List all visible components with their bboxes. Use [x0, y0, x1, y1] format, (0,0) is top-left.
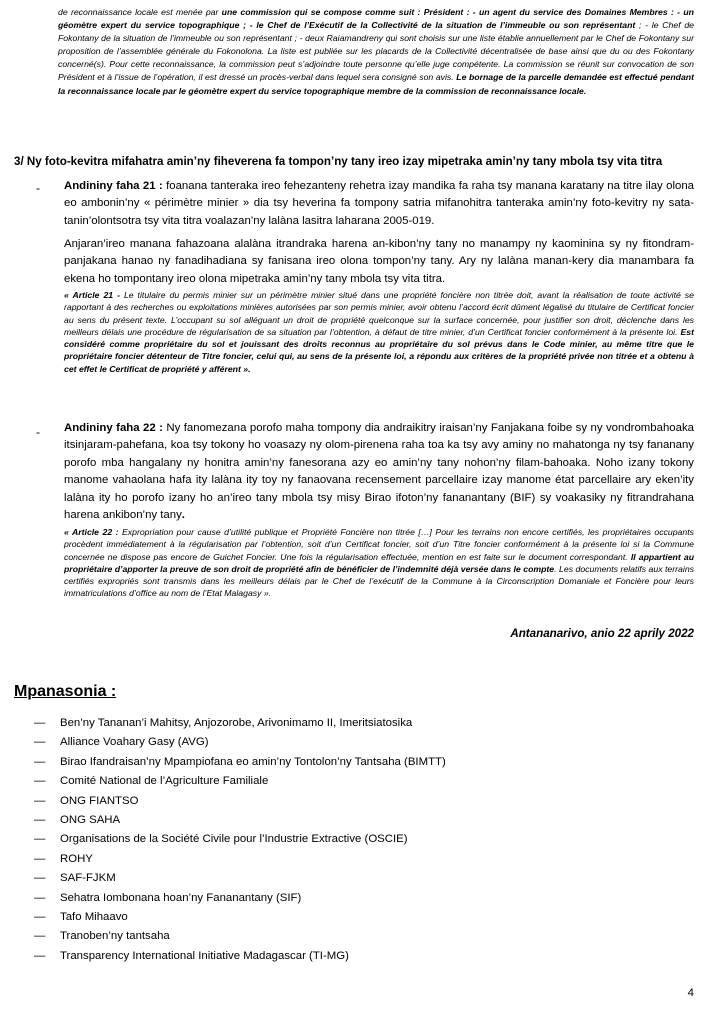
signer-name: Tafo Mihaavo: [60, 910, 128, 923]
signer-name: Tranoben’ny tantsaha: [60, 930, 170, 943]
signer-name: Alliance Voahary Gasy (AVG): [60, 736, 209, 749]
signer-name: Comité National de l’Agriculture Familiale: [60, 775, 269, 788]
article-22-quote-bold: Il appartient au propriétaire d’apporter la preuve de son droit de propriété afin de bénéficier de l’indemnité déjà versée dans le compte: [64, 551, 694, 574]
signer-name: SAF-FJKM: [60, 872, 116, 885]
quote-bold-text: une commission qui se compose comme suit : Président : - un agent du service des Domaines Membres : - un géomètre expert du service topographique ; - le Chef de l’Exécutif de la Collectivité de la situation de l’immeuble ou son représentant: [58, 7, 694, 31]
signers-list: [34, 714, 674, 966]
signer-name: ONG SAHA: [60, 813, 121, 826]
signer-name: Transparency International Initiative Madagascar (TI-MG): [60, 949, 349, 962]
article-22-text: Ny fanomezana porofo maha tompony dia andraikitry iraisan’ny Fanjakana foibe sy ny vondrombahoaka itsinjaram-pahefana, koa tsy tokony ho voasazy ny olom-pirenena raha toa ka tsy avy aminy no mahatonga ny tsy fananany porofo mba hangalany ny honitra amin’ny fanesorana azy eo amin’ny tany nohon’ny filam-bahoaka. Noho izany tokony manome vahaolana hafa ity lalàna ity toy ny fanaovana recensement parcellaire izay manome état parcellaire ary eken’ity lalàna ity ho porofo izany ho an’ireo tany mbola tsy misy Birao ifoton’ny fananantany (BIF) sy voakasiky ny fitrandrahana harena ankibon’ny tany: [64, 422, 694, 522]
list-item: [34, 869, 674, 888]
list-dash: —: [34, 930, 46, 943]
list-dash: —: [34, 891, 46, 904]
signer-name: ONG FIANTSO: [60, 794, 139, 807]
article-21-quote-bold: Est considéré comme propriétaire du sol et jouissant des droits reconnus au propriétaire du sol prévus dans le Code minier, au même titre que le propriétaire foncier détenteur de Titre foncier, celui qui, au sens de la présente loi, a répondu aux critères de la propriété privée non titrée et a obtenu à cet effet le Certificat de propriété y afférent ».: [64, 326, 694, 374]
article-22-title: Andininy faha 22 :: [64, 422, 163, 434]
article-21-quote-text: Le titulaire du permis minier sur un périmètre minier situé dans une propriété foncière non titrée doit, avant la réalisation de toute activité se rapportant à des recherches ou exploitations minières autorisées par son permis minier, avoir obtenu l’accord écrit dûment légalisé du titulaire de Certificat foncier au sens du présent texte. L’occupant su sol alléguant un droit de propriété quelconque sur la surface concernée, pour justifier son droit, déclenche dans les meilleurs délais une procédure de régularisation de sa situation par l’obtention, à défaut de titre minier, d’un Certificat foncier conformément à la présente loi.: [64, 290, 694, 337]
signer-name: Ben’ny Tananan’i Mahitsy, Anjozorobe, Arivonimamo II, Imeritsiatosika: [60, 717, 413, 729]
list-item: [34, 811, 674, 830]
list-item: [34, 889, 674, 908]
article-22-quote-text: Expropriation pour cause d’utilité publique et Propriété Foncière non titrée […] Pour les terrains non encore certifiés, les propriétaires occupants procèdent immédiatement à la régularisation par l’obtention, soit d’un Certificat foncier, soit d’un Titre foncier conformément à la présente loi si la Commune concernée ne dispose pas encore de Guichet Foncier. Une fois la régularisation effectuée, mention en est faite sur le document correspondant.: [64, 527, 694, 562]
list-dash: —: [34, 872, 46, 885]
quote-text: de reconnaissance locale est menée par: [58, 7, 222, 17]
place-and-date: Antananarivo, anio 22 aprily 2022: [510, 627, 694, 640]
page-number: 4: [687, 987, 694, 999]
list-dash: —: [34, 910, 46, 923]
quote-bold-text: locale par le géomètre expert du service topographique membre de la commission de reconnaissance locale.: [135, 85, 587, 96]
section-heading: 3/ Ny foto-kevitra mifahatra amin’ny fiheverena fa tompon’ny tany ireo izay mipetraka amin’ny tany mbola tsy vita titra: [14, 155, 663, 168]
list-dash: —: [34, 717, 46, 729]
list-dash: —: [34, 852, 46, 865]
list-dash: —: [34, 736, 46, 749]
list-item: [34, 850, 674, 869]
law-quote-continuation: [58, 6, 694, 98]
article-22-quote: [64, 526, 694, 600]
signer-name: Birao Ifandraisan’ny Mpampiofana eo amin’ny Tontolon’ny Tantsaha (BIMTT): [60, 755, 446, 768]
article-22-paragraph: [64, 420, 694, 524]
article-21-quote-label: « Article 21 -: [64, 290, 120, 300]
list-dash: —: [34, 755, 46, 768]
article-21-paragraph: [64, 178, 694, 230]
quote-text: ; - le Chef de Fokontany de la situation de l’immeuble ou son représentant ; - deux Raiamandreny qui sont choisis sur une liste établie annuellement par le Chef de Fokontany sur proposition de l’assemblée générale du Fokonolona. La liste est publiée sur les placards de la Collectivité décentralisée de base ainsi que du ou des Fokontany concerné(s). Pour cette reconnaissance, la commission peut s’adjoindre toute personne qu’elle juge compétente. La commission se réunit sur convocation de son Président et à l’issue de l’opération, il est dressé un procès-verbal dans lequel sera consigné son avis.: [58, 20, 694, 83]
list-item: [34, 753, 674, 772]
list-dash: —: [34, 775, 46, 788]
article-21-paragraph-2: Anjaran’ireo manana fahazoana alalàna itrandraka harena an-kibon’ny tany no manampy ny kaominina sy ny fitondram-panjakana hanao ny fanadihadiana sy fanisana ireo olona tompon’ny tany. Ary ny lalàna manan-kery dia manambara fa ekena ho tompontany ireo olona mipetraka amin’ny tany mbola tsy vita titra.: [64, 238, 694, 285]
list-item: [34, 733, 674, 752]
quote-bold-text: Le bornage de la parcelle demandée est effectué pendant la reconnaissance: [58, 72, 694, 96]
article-21-title: Andininy faha 21 :: [64, 180, 163, 192]
article-22-quote-end: . Les documents relatifs aux terrains certifiés expropriés sont transmis dans les meilleurs délais par le Chef de l’exécutif de la Commune à la Circonscription Domaniale et Foncière pour leurs immatriculations d’office au nom de l’Etat Malagasy ».: [64, 563, 694, 599]
list-dash: —: [34, 949, 46, 962]
article-22-quote-label: « Article 22 :: [64, 527, 119, 537]
signer-name: Organisations de la Société Civile pour l’Industrie Extractive (OSCIE): [60, 833, 408, 846]
list-item: [34, 714, 674, 733]
article-21-text: foanana tanteraka ireo fehezanteny rehetra izay mandika fa raha tsy manana karatany na titre ilay olona eo ambonin’ny « périmètre minier » dia tsy heverina fa tompony satria mifanohitra tanteraka amin’ny foto-kevitry ny sata-tanin’olontsotra tsy vita titra voalazan’ny lalàna lasitra laharana 2005-019.: [64, 180, 694, 227]
list-item: [34, 792, 674, 811]
article-21-quote: [64, 289, 694, 375]
list-dash: —: [34, 813, 46, 826]
signer-name: Sehatra Iombonana hoan’ny Fananantany (SIF): [60, 891, 302, 904]
list-item: [34, 830, 674, 849]
list-item: [34, 927, 674, 946]
signer-name: ROHY: [60, 852, 93, 865]
list-item: [34, 947, 674, 966]
list-item: [34, 908, 674, 927]
list-dash: —: [34, 794, 46, 807]
list-dash: —: [34, 833, 46, 846]
signers-heading: Mpanasonia :: [14, 683, 117, 700]
list-item: [34, 772, 674, 791]
list-dash: -: [36, 181, 40, 195]
article-22-text-end: .: [181, 509, 185, 522]
list-dash: -: [36, 425, 40, 439]
